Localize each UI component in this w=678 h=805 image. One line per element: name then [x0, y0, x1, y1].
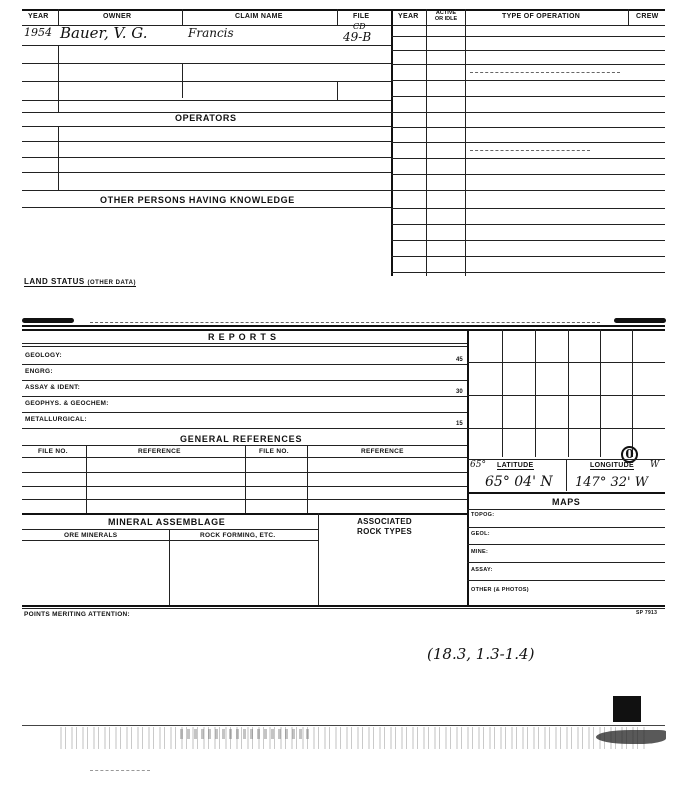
points-meriting-attention: POINTS MERITING ATTENTION:	[24, 611, 131, 618]
entry-file-top: CD	[353, 22, 366, 31]
map-other: OTHER (& PHOTOS)	[471, 587, 529, 593]
rock-forming-label: ROCK FORMING, ETC.	[200, 532, 276, 539]
entry-file-bottom: 49-B	[343, 30, 372, 44]
form-number: SP 7913	[636, 610, 658, 616]
general-references-title: GENERAL REFERENCES	[180, 434, 303, 444]
header-crew: CREW	[636, 13, 659, 20]
report-geology-num: 45	[456, 357, 463, 363]
lat-prefix: 65°	[470, 460, 486, 470]
circled-zero: 0	[621, 446, 638, 463]
ore-minerals-label: ORE MINERALS	[64, 532, 118, 539]
scan-corner-square	[613, 696, 641, 722]
longitude-value: 147° 32' W	[575, 475, 649, 490]
scan-mark-right	[614, 318, 666, 323]
land-status-label: LAND STATUS (OTHER DATA)	[24, 277, 136, 286]
reports-title: R E P O R T S	[208, 332, 277, 342]
map-assay: ASSAY:	[471, 567, 493, 573]
header-year: YEAR	[28, 13, 49, 20]
gr-col-file-no-2: FILE NO.	[259, 448, 289, 455]
report-metallurgical-num: 15	[456, 421, 463, 427]
gr-col-file-no: FILE NO.	[38, 448, 68, 455]
scan-mark-left	[22, 318, 74, 323]
longitude-suffix: W	[650, 460, 660, 470]
scan-corner-blob	[596, 730, 666, 744]
map-geol: GEOL:	[471, 531, 490, 537]
header-claim-name: CLAIM NAME	[235, 13, 283, 20]
header-year-2: YEAR	[398, 13, 419, 20]
entry-owner: Bauer, V. G.	[60, 24, 148, 42]
entry-year: 1954	[24, 26, 52, 39]
other-persons-label: OTHER PERSONS HAVING KNOWLEDGE	[100, 195, 295, 205]
entry-claim-name: Francis	[188, 26, 234, 40]
mineral-assemblage-title: MINERAL ASSEMBLAGE	[108, 517, 226, 527]
report-assay-num: 30	[456, 389, 463, 395]
gr-col-reference-2: REFERENCE	[361, 448, 404, 455]
scan-noise-band	[60, 727, 645, 749]
report-engrg-label: ENGRG:	[25, 368, 53, 375]
header-active-idle: ACTIVE OR IDLE	[434, 10, 458, 22]
handwritten-note: (18.3, 1.3-1.4)	[427, 645, 535, 663]
scan-edge-line	[22, 725, 665, 726]
header-owner: OWNER	[103, 13, 132, 20]
operators-label: OPERATORS	[175, 113, 237, 123]
scan-noise-dark	[180, 729, 310, 739]
map-mine: MINE:	[471, 549, 489, 555]
associated-rock-types: ASSOCIATED ROCK TYPES	[357, 517, 413, 536]
map-topog: TOPOG:	[471, 512, 495, 518]
scan-dots	[90, 770, 150, 771]
report-assay-label: ASSAY & IDENT:	[25, 384, 81, 391]
longitude-label: LONGITUDE	[590, 462, 634, 469]
header-file: FILE	[353, 13, 370, 20]
latitude-label: LATITUDE	[497, 462, 534, 469]
gr-col-reference: REFERENCE	[138, 448, 181, 455]
report-metallurgical-label: METALLURGICAL:	[25, 416, 87, 423]
latitude-value: 65° 04' N	[485, 474, 553, 490]
report-geology-label: GEOLOGY:	[25, 352, 62, 359]
header-type-of-operation: TYPE OF OPERATION	[502, 13, 581, 20]
maps-title: MAPS	[552, 497, 581, 507]
report-geophys-label: GEOPHYS. & GEOCHEM:	[25, 400, 109, 407]
